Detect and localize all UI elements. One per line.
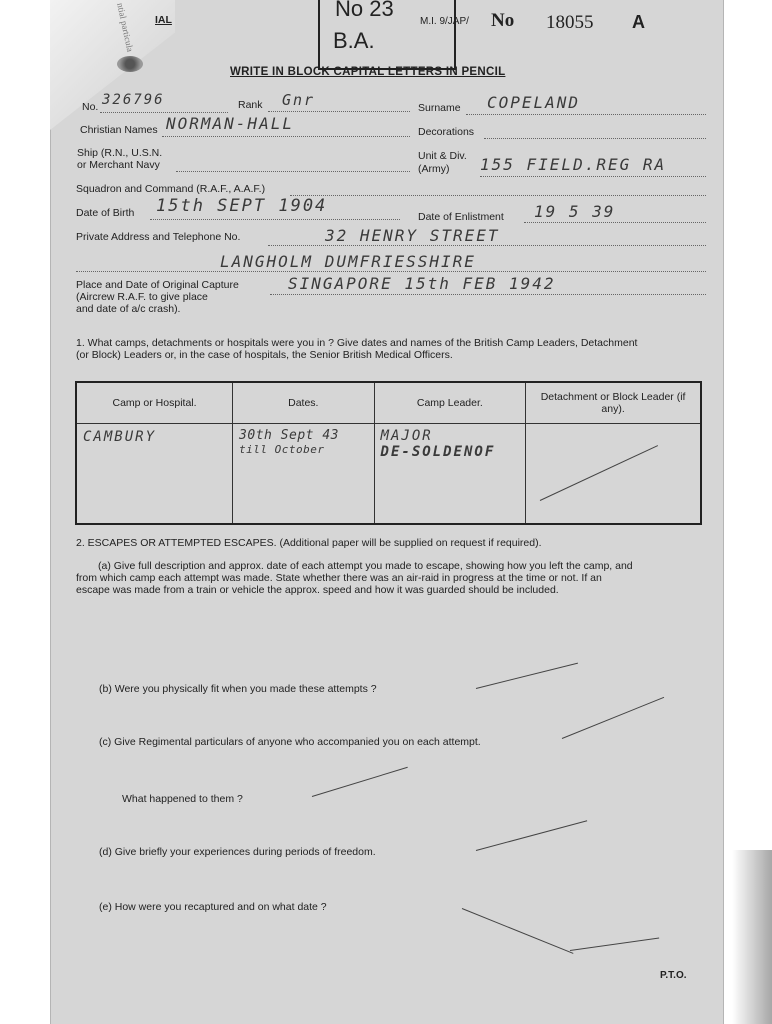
- unit-label-2: (Army): [418, 163, 450, 175]
- question-a-line-3: escape was made from a train or vehicle the approx. speed and how it was guarded should be included.: [76, 584, 559, 596]
- stamp-number: No 23: [335, 0, 394, 21]
- dob-line: [150, 219, 400, 220]
- stamp-letters: B.A.: [333, 28, 375, 53]
- ship-line: [176, 171, 410, 172]
- col-detachment-header: Detachment or Block Leader (if any).: [526, 382, 701, 424]
- leader-value-1: MAJOR: [380, 428, 433, 444]
- christian-names-label: Christian Names: [80, 124, 158, 136]
- question-1-line-1: 1. What camps, detachments or hospitals were you in ? Give dates and names of the British Camp Leaders, Detachment: [76, 337, 638, 349]
- question-b: (b) Were you physically fit when you made these attempts ?: [99, 683, 377, 695]
- dob-value: 15th SEPT 1904: [156, 196, 328, 216]
- instruction-heading: WRITE IN BLOCK CAPITAL LETTERS IN PENCIL: [230, 66, 506, 78]
- surname-label: Surname: [418, 102, 461, 114]
- capture-label-3: and date of a/c crash).: [76, 303, 181, 315]
- question-1-line-2: (or Block) Leaders or, in the case of hospitals, the Senior British Medical Officers.: [76, 349, 453, 361]
- rank-value: Gnr: [282, 91, 316, 109]
- serial-suffix: A: [632, 12, 645, 32]
- address-line-2-rule: [76, 271, 706, 272]
- col-camp-header: Camp or Hospital.: [76, 382, 233, 424]
- table-header-row: [76, 382, 701, 424]
- enlistment-value: 19 5 39: [534, 202, 616, 221]
- ship-label-2: or Merchant Navy: [77, 159, 160, 171]
- dates-value-2: till October: [239, 443, 325, 456]
- detachment-cell: [526, 424, 701, 525]
- enlistment-label: Date of Enlistment: [418, 211, 504, 223]
- camp-cell: [76, 424, 233, 525]
- capture-line: [270, 294, 706, 295]
- section-2-heading: 2. ESCAPES OR ATTEMPTED ESCAPES. (Additional paper will be supplied on request if required).: [76, 537, 542, 549]
- unit-value: 155 FIELD.REG RA: [480, 155, 667, 174]
- surname-line: [466, 114, 706, 115]
- header-fragment: IAL: [155, 14, 172, 26]
- address-line-1-rule: [268, 245, 706, 246]
- surname-value: COPELAND: [487, 93, 581, 112]
- no-label: No.: [82, 101, 99, 113]
- decorations-line: [484, 138, 706, 139]
- serial-number: 18055: [546, 12, 594, 33]
- unit-line: [480, 176, 706, 177]
- col-leader-header: Camp Leader.: [374, 382, 526, 424]
- leader-value-2: DE-SOLDENOF: [380, 444, 496, 460]
- camp-value: CAMBURY: [83, 429, 157, 445]
- col-dates-header: Dates.: [233, 382, 374, 424]
- question-e: (e) How were you recaptured and on what date ?: [99, 901, 327, 913]
- question-c: (c) Give Regimental particulars of anyone who accompanied you on each attempt.: [99, 736, 481, 748]
- enlistment-line: [524, 222, 706, 223]
- unit-label-1: Unit & Div.: [418, 150, 467, 162]
- camps-table: [75, 381, 702, 525]
- dates-cell: [233, 424, 374, 525]
- address-line-2: LANGHOLM DUMFRIESSHIRE: [220, 252, 476, 271]
- staple-icon: [117, 56, 143, 72]
- ship-label-1: Ship (R.N., U.S.N.: [77, 147, 163, 159]
- christian-names-line: [162, 136, 410, 137]
- rank-label: Rank: [238, 99, 263, 111]
- dob-label: Date of Birth: [76, 207, 135, 219]
- capture-label-2: (Aircrew R.A.F. to give place: [76, 291, 208, 303]
- folded-corner-text: ntial particula: [115, 2, 136, 53]
- table-row: [76, 424, 701, 525]
- christian-names-value: NORMAN-HALL: [166, 114, 294, 133]
- squadron-label: Squadron and Command (R.A.F., A.A.F.): [76, 183, 266, 195]
- address-label: Private Address and Telephone No.: [76, 231, 241, 243]
- address-line-1: 32 HENRY STREET: [325, 226, 500, 245]
- question-a-line-2: from which camp each attempt was made. State whether there was an air-raid in progress at the time or not. If an: [76, 572, 602, 584]
- no-value: 326796: [102, 92, 165, 108]
- leader-cell: [374, 424, 526, 525]
- no-line: [100, 112, 228, 113]
- dates-value-1: 30th Sept 43: [239, 428, 339, 443]
- form-reference: M.I. 9/JAP/: [420, 16, 469, 27]
- question-a-line-1: (a) Give full description and approx. date of each attempt you made to escape, showing how you left the camp, and: [98, 560, 633, 572]
- capture-value: SINGAPORE 15th FEB 1942: [288, 274, 556, 293]
- question-d: (d) Give briefly your experiences during periods of freedom.: [99, 846, 376, 858]
- capture-label-1: Place and Date of Original Capture: [76, 279, 239, 291]
- question-c-sub: What happened to them ?: [122, 793, 243, 805]
- number-label: No: [491, 10, 515, 31]
- squadron-line: [290, 195, 706, 196]
- decorations-label: Decorations: [418, 126, 475, 138]
- rank-line: [268, 111, 410, 112]
- page-shadow: [732, 850, 772, 1024]
- pto-label: P.T.O.: [660, 970, 687, 981]
